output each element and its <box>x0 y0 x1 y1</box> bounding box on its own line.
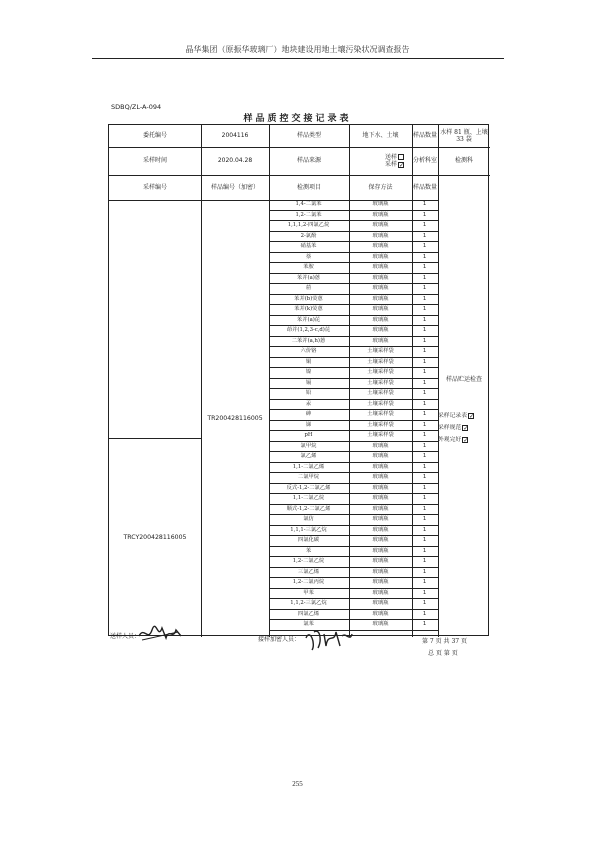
table-row <box>109 211 490 221</box>
item-qty: 1 <box>422 379 427 386</box>
item-qty: 1 <box>422 495 427 501</box>
table-row <box>109 400 490 410</box>
item-qty: 1 <box>422 610 427 617</box>
item-method: 玻璃瓶 <box>372 484 389 491</box>
item-method: 土壤采样袋 <box>367 421 394 428</box>
item-name: 1,1,1,2-四氯乙烷 <box>287 222 330 228</box>
report-header: 晶华集团（原振华玻璃厂）地块建设用地土壤污染状况调查报告 <box>185 45 410 54</box>
item-name: 苯并(a)芘 <box>296 316 321 323</box>
item-qty: 1 <box>422 348 427 354</box>
item-method: 玻璃瓶 <box>372 222 389 228</box>
item-qty: 1 <box>422 306 427 312</box>
commission-no-label: 委托编号 <box>142 132 167 140</box>
sender-signature <box>136 622 184 646</box>
item-method: 玻璃瓶 <box>372 316 389 323</box>
item-name: 二苯并(a,h)蒽 <box>291 337 326 344</box>
item-name: 1,4-二氯苯 <box>295 201 322 207</box>
item-method: 土壤采样袋 <box>367 411 394 417</box>
item-name: 氯仿 <box>303 516 314 522</box>
item-qty: 1 <box>422 526 427 533</box>
sample-source-options <box>349 147 412 175</box>
item-method: 玻璃瓶 <box>372 463 389 470</box>
table-row <box>109 442 490 452</box>
item-method: 玻璃瓶 <box>372 211 389 218</box>
page-number: 255 <box>292 780 303 788</box>
checklist-item <box>438 434 490 446</box>
item-name: 三氯乙烯 <box>297 568 320 575</box>
table-row <box>109 568 490 578</box>
item-method: 玻璃瓶 <box>372 253 389 260</box>
item-method: 土壤采样袋 <box>367 432 394 438</box>
item-qty: 1 <box>422 579 427 585</box>
item-qty: 1 <box>422 337 427 344</box>
item-name: 甲苯 <box>303 589 314 596</box>
table-row <box>109 284 490 294</box>
item-name: 苯 <box>305 547 312 554</box>
item-method: 土壤采样袋 <box>367 390 394 396</box>
checklist-checkbox[interactable]: ✓ <box>469 412 475 420</box>
item-name: 四氯化碳 <box>297 537 320 543</box>
checklist-item <box>438 410 490 422</box>
item-qty: 1 <box>422 558 427 564</box>
table-row <box>109 410 490 420</box>
item-name: 2-氯酚 <box>300 232 317 239</box>
item-method: 土壤采样袋 <box>367 369 394 375</box>
record-table <box>108 124 489 636</box>
receiver-signature <box>302 626 354 654</box>
table-row <box>109 515 490 525</box>
item-qty: 1 <box>422 274 427 281</box>
document-code: SDBQ/ZL-A-094 <box>111 103 162 111</box>
item-method: 土壤采样袋 <box>367 379 394 386</box>
item-name: 氯乙烯 <box>300 453 317 459</box>
item-method: 玻璃瓶 <box>372 327 389 333</box>
commission-no-value: 2004116 <box>221 132 249 140</box>
item-method: 玻璃瓶 <box>372 232 389 239</box>
table-row <box>109 421 490 431</box>
item-qty: 1 <box>422 295 427 302</box>
table-row <box>109 389 490 399</box>
item-method: 玻璃瓶 <box>372 243 389 249</box>
item-method: 玻璃瓶 <box>372 201 389 207</box>
sample-type-value: 地下水、土壤 <box>362 132 399 140</box>
table-row <box>109 505 490 515</box>
item-qty: 1 <box>422 453 427 459</box>
item-qty: 1 <box>422 358 427 365</box>
item-name: 铜 <box>305 358 312 365</box>
item-name: 苯并(b)荧蒽 <box>294 295 323 302</box>
table-row <box>109 368 490 378</box>
table-row <box>109 599 490 609</box>
send-option-label: 送样 <box>384 153 397 161</box>
item-method: 玻璃瓶 <box>372 589 389 596</box>
col-header-qty: 样品数量 <box>413 183 438 191</box>
item-name: 苯并(a)蒽 <box>296 274 321 281</box>
item-name: 1,1-二氯乙烷 <box>292 495 325 501</box>
item-qty: 1 <box>422 421 427 428</box>
table-row <box>109 326 490 336</box>
table-row <box>109 337 490 347</box>
table-row <box>109 263 490 273</box>
item-qty: 1 <box>422 253 427 260</box>
item-method: 玻璃瓶 <box>372 442 389 449</box>
col-header-sample-no: 采样编号 <box>142 183 167 191</box>
item-method: 玻璃瓶 <box>372 337 389 344</box>
item-qty: 1 <box>422 201 427 207</box>
item-qty: 1 <box>422 442 427 449</box>
item-method: 玻璃瓶 <box>372 474 389 480</box>
item-method: 玻璃瓶 <box>372 505 389 512</box>
storage-check-label: 样品贮运检查 <box>445 376 482 384</box>
item-name: 苯胺 <box>303 264 314 270</box>
item-name: 䓛 <box>305 285 312 291</box>
table-row <box>109 463 490 473</box>
item-name: pH <box>304 432 313 438</box>
item-qty: 1 <box>422 411 427 417</box>
item-name: 萘 <box>305 253 312 260</box>
item-method: 玻璃瓶 <box>372 579 389 585</box>
sample-qty-value: 水样 81 瓶、上壤 33 袋 <box>440 128 488 143</box>
table-row <box>109 452 490 462</box>
table-row <box>109 526 490 536</box>
item-name: 反式-1,2-二氯乙烯 <box>286 484 331 491</box>
table-row <box>109 547 490 557</box>
table-row <box>109 578 490 588</box>
item-method: 玻璃瓶 <box>372 568 389 575</box>
item-method: 玻璃瓶 <box>372 274 389 281</box>
analysis-lab-value: 检测科 <box>454 157 473 165</box>
item-qty: 1 <box>422 505 427 512</box>
item-method: 玻璃瓶 <box>372 537 389 543</box>
item-name: 茚并(1,2,3-c,d)芘 <box>286 327 331 333</box>
item-qty: 1 <box>422 463 427 470</box>
item-method: 玻璃瓶 <box>372 306 389 312</box>
table-row <box>109 221 490 231</box>
item-name: 四氯乙烯 <box>297 610 320 617</box>
sample-code-value: TR200428116005 <box>207 414 263 422</box>
page-counter: 第 7 页 共 37 页 <box>422 638 467 645</box>
item-qty: 1 <box>422 211 427 218</box>
table-row <box>109 232 490 242</box>
item-qty: 1 <box>422 369 427 375</box>
item-method: 玻璃瓶 <box>372 547 389 554</box>
item-name: 顺式-1,2-二氯乙烯 <box>286 505 331 512</box>
item-qty: 1 <box>422 222 427 228</box>
item-method: 玻璃瓶 <box>372 285 389 291</box>
item-method: 玻璃瓶 <box>372 610 389 617</box>
item-qty: 1 <box>422 484 427 491</box>
item-method: 玻璃瓶 <box>372 526 389 533</box>
item-qty: 1 <box>422 589 427 596</box>
header-rule <box>92 58 504 59</box>
item-name: 1,2-二氯乙烷 <box>292 558 325 564</box>
table-row <box>109 557 490 567</box>
item-name: 1,1,2-三氯乙烷 <box>290 600 327 606</box>
item-method: 玻璃瓶 <box>372 621 389 627</box>
item-qty: 1 <box>422 327 427 333</box>
table-row <box>109 316 490 326</box>
form-title: 样品质控交接记录表 <box>243 114 352 124</box>
item-method: 土壤采样袋 <box>367 348 394 354</box>
send-option <box>385 154 404 162</box>
col-header-method: 保存方法 <box>368 183 393 191</box>
checklist-label: 采样记录表 <box>438 413 467 419</box>
sampling-time-value: 2020.04.28 <box>217 157 253 165</box>
item-qty: 1 <box>422 600 427 606</box>
item-qty: 1 <box>422 390 427 396</box>
checklist-checkbox[interactable]: ✓ <box>463 424 469 432</box>
table-row <box>109 589 490 599</box>
table-row <box>109 200 490 210</box>
checklist-checkbox[interactable]: ✓ <box>463 436 469 444</box>
item-qty: 1 <box>422 316 427 323</box>
item-method: 玻璃瓶 <box>372 600 389 606</box>
receiver-label: 接样加密人员： <box>258 636 301 643</box>
table-row <box>109 347 490 357</box>
table-row <box>109 431 490 444</box>
table-row <box>109 242 490 252</box>
item-qty: 1 <box>422 264 427 270</box>
checklist-item <box>438 422 490 434</box>
item-qty: 1 <box>422 432 427 438</box>
checklist-label: 采样规范 <box>438 425 462 431</box>
item-name: 砷 <box>305 411 312 417</box>
table-row <box>109 253 490 263</box>
item-qty: 1 <box>422 568 427 575</box>
sender-label: 送样人员： <box>110 633 141 640</box>
item-qty: 1 <box>422 621 427 627</box>
item-qty: 1 <box>422 400 427 407</box>
collect-option <box>385 161 404 169</box>
quality-checklist <box>438 410 490 446</box>
checklist-label: 外观完好 <box>438 437 462 443</box>
sample-source-label: 样品来源 <box>296 157 321 165</box>
item-method: 玻璃瓶 <box>372 264 389 270</box>
item-name: 硝基苯 <box>300 243 317 249</box>
item-method: 玻璃瓶 <box>372 453 389 459</box>
item-method: 玻璃瓶 <box>372 516 389 522</box>
item-name: 1,1,1-三氯乙烷 <box>290 526 327 533</box>
item-name: 1,1-二氯乙烯 <box>292 463 325 470</box>
item-name: 六价铬 <box>300 348 317 354</box>
sampling-time-label: 采样时间 <box>142 157 167 165</box>
table-row <box>109 305 490 315</box>
table-row <box>109 473 490 483</box>
table-row <box>109 536 490 546</box>
item-qty: 1 <box>422 516 427 522</box>
item-name: 镍 <box>305 369 312 375</box>
item-name: 氯苯 <box>303 621 314 627</box>
item-method: 玻璃瓶 <box>372 558 389 564</box>
collect-checkbox[interactable]: ✓ <box>399 161 405 169</box>
item-name: 氯甲烷 <box>300 442 317 449</box>
sample-no-value: TRCY200428116005 <box>123 533 187 541</box>
item-qty: 1 <box>422 547 427 554</box>
send-checkbox[interactable] <box>398 154 404 160</box>
col-header-item: 检测项目 <box>296 183 321 191</box>
table-row <box>109 379 490 389</box>
item-method: 土壤采样袋 <box>367 400 394 407</box>
item-method: 玻璃瓶 <box>372 295 389 302</box>
total-pages: 总 页 第 页 <box>428 650 458 657</box>
item-name: 1,2-二氯丙烷 <box>292 579 325 585</box>
table-row <box>109 274 490 284</box>
item-name: 二氯甲烷 <box>297 474 320 480</box>
item-name: 1,2-二氯苯 <box>295 211 322 218</box>
item-name: 苯并(k)荧蒽 <box>294 306 323 312</box>
table-row <box>109 610 490 620</box>
item-qty: 1 <box>422 243 427 249</box>
table-row <box>109 295 490 305</box>
table-row <box>109 494 490 504</box>
table-row <box>109 484 490 494</box>
item-name: 汞 <box>305 400 312 407</box>
item-method: 土壤采样袋 <box>367 358 394 365</box>
sample-qty-label: 样品数量 <box>413 132 438 140</box>
item-method: 玻璃瓶 <box>372 495 389 501</box>
analysis-lab-label: 分析科室 <box>413 157 438 165</box>
item-name: 锑 <box>305 421 312 428</box>
item-qty: 1 <box>422 285 427 291</box>
item-name: 铅 <box>305 390 312 396</box>
item-qty: 1 <box>422 232 427 239</box>
sample-type-label: 样品类型 <box>296 132 321 140</box>
item-qty: 1 <box>422 474 427 480</box>
item-qty: 1 <box>422 537 427 543</box>
col-header-sample-code: 样品编号（加密） <box>210 183 259 191</box>
collect-option-label: 采样 <box>384 161 397 168</box>
item-name: 镉 <box>305 379 312 386</box>
table-row <box>109 358 490 368</box>
